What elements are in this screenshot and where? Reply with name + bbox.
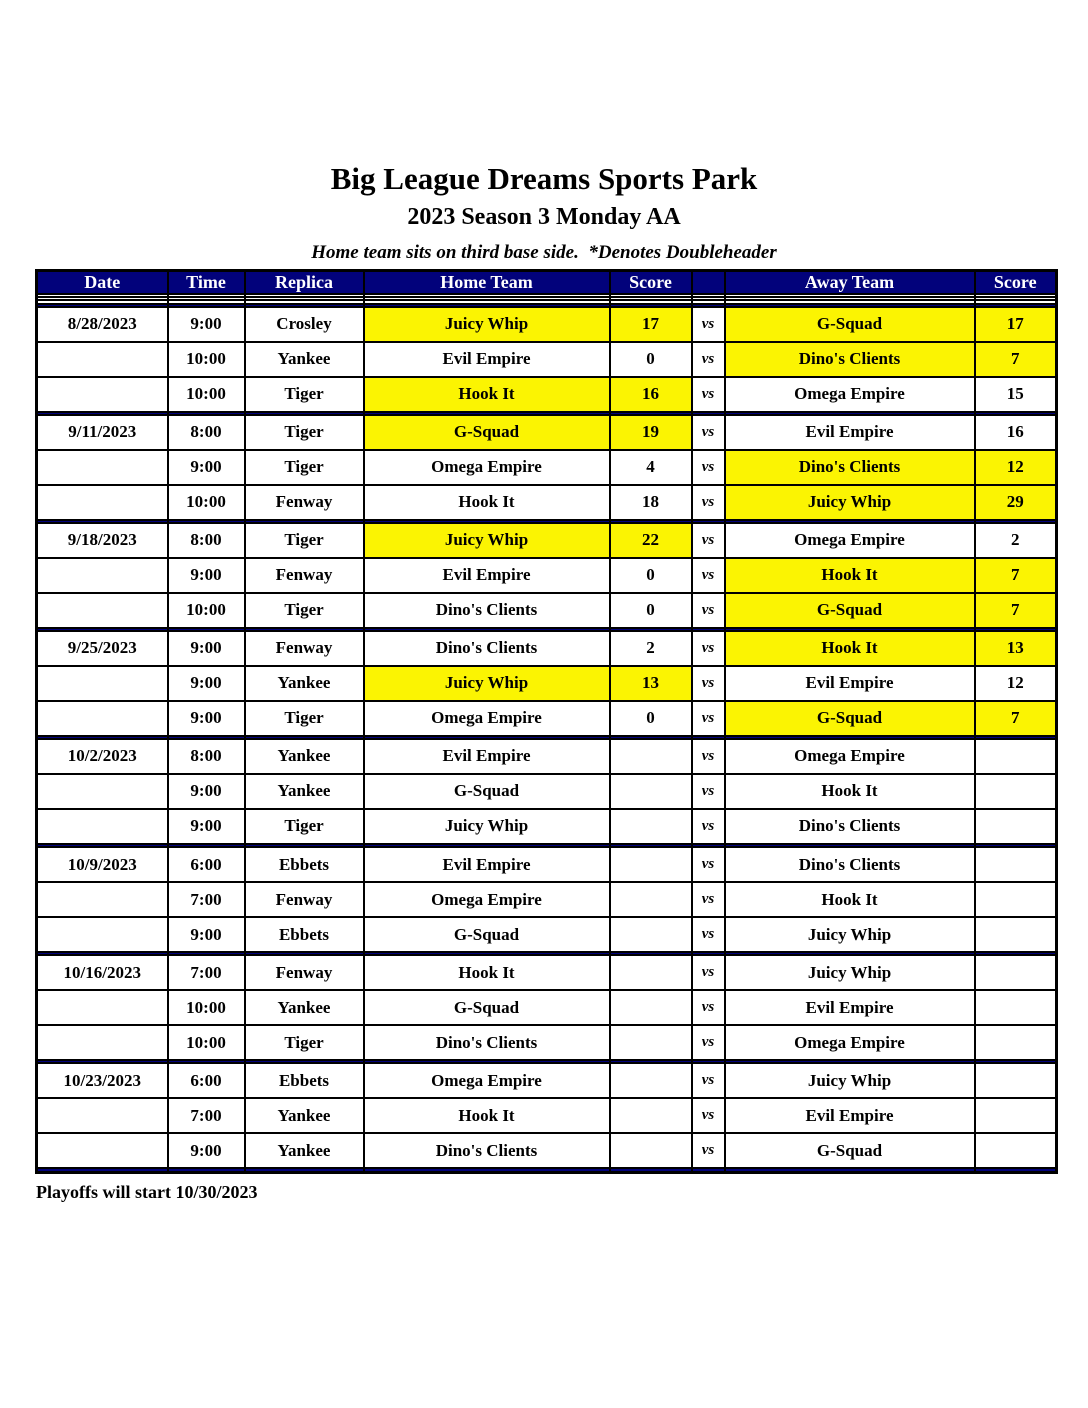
replica-cell: Ebbets (245, 917, 364, 952)
date-cell (37, 917, 168, 952)
time-cell: 9:00 (168, 701, 245, 736)
date-cell (37, 990, 168, 1025)
time-cell: 9:00 (168, 917, 245, 952)
home-score-cell: 18 (610, 485, 692, 520)
away-team-cell: Dino's Clients (725, 342, 975, 377)
vs-cell: vs (692, 485, 725, 520)
date-cell: 10/2/2023 (37, 739, 168, 774)
time-cell: 9:00 (168, 558, 245, 593)
home-score-cell (610, 1025, 692, 1060)
separator-cell (245, 1168, 364, 1172)
away-score-cell (975, 739, 1057, 774)
time-cell: 9:00 (168, 774, 245, 809)
vs-cell: vs (692, 809, 725, 844)
home-score-cell (610, 774, 692, 809)
home-score-cell: 0 (610, 593, 692, 628)
time-cell: 9:00 (168, 307, 245, 342)
home-score-cell: 0 (610, 558, 692, 593)
game-row (37, 739, 1057, 774)
away-score-cell: 7 (975, 593, 1057, 628)
home-score-cell (610, 847, 692, 882)
home-team-note: Home team sits on third base side. *Denotes Doubleheader (311, 242, 777, 263)
replica-cell: Yankee (245, 666, 364, 701)
vs-cell: vs (692, 1098, 725, 1133)
away-team-cell: Omega Empire (725, 377, 975, 412)
replica-cell: Tiger (245, 701, 364, 736)
away-team-cell: Juicy Whip (725, 917, 975, 952)
home-team-cell: Juicy Whip (364, 523, 610, 558)
away-score-cell: 29 (975, 485, 1057, 520)
replica-cell: Tiger (245, 450, 364, 485)
header-row (37, 271, 1057, 295)
away-team-cell: Juicy Whip (725, 1063, 975, 1098)
vs-cell: vs (692, 701, 725, 736)
date-cell (37, 485, 168, 520)
vs-cell: vs (692, 593, 725, 628)
separator-cell (692, 1168, 725, 1172)
away-score-cell: 7 (975, 558, 1057, 593)
date-cell: 9/25/2023 (37, 631, 168, 666)
away-team-cell: Dino's Clients (725, 809, 975, 844)
away-team-cell: G-Squad (725, 701, 975, 736)
time-cell: 8:00 (168, 523, 245, 558)
date-cell (37, 377, 168, 412)
vs-cell: vs (692, 917, 725, 952)
away-score-cell (975, 1133, 1057, 1168)
game-row (37, 1025, 1057, 1060)
game-row (37, 990, 1057, 1025)
home-team-cell: Dino's Clients (364, 1025, 610, 1060)
away-team-cell: Dino's Clients (725, 847, 975, 882)
vs-cell: vs (692, 523, 725, 558)
vs-cell: vs (692, 377, 725, 412)
away-team-cell: Hook It (725, 774, 975, 809)
replica-cell: Fenway (245, 631, 364, 666)
game-row (37, 1098, 1057, 1133)
time-cell: 7:00 (168, 882, 245, 917)
away-team-cell: Omega Empire (725, 1025, 975, 1060)
home-team-cell: Omega Empire (364, 701, 610, 736)
away-team-cell: Juicy Whip (725, 955, 975, 990)
date-cell (37, 1098, 168, 1133)
time-cell: 10:00 (168, 990, 245, 1025)
vs-cell: vs (692, 558, 725, 593)
away-team-cell: Juicy Whip (725, 485, 975, 520)
time-cell: 10:00 (168, 593, 245, 628)
replica-cell: Fenway (245, 485, 364, 520)
separator-cell (168, 1168, 245, 1172)
home-team-cell: Juicy Whip (364, 809, 610, 844)
time-cell: 8:00 (168, 739, 245, 774)
column-header-vs (692, 271, 725, 295)
vs-cell: vs (692, 955, 725, 990)
replica-cell: Yankee (245, 1098, 364, 1133)
vs-cell: vs (692, 342, 725, 377)
time-cell: 10:00 (168, 1025, 245, 1060)
page-subtitle: 2023 Season 3 Monday AA (407, 204, 681, 230)
game-row (37, 955, 1057, 990)
replica-cell: Yankee (245, 990, 364, 1025)
time-cell: 6:00 (168, 1063, 245, 1098)
page-title: Big League Dreams Sports Park (330, 161, 758, 196)
column-header-date: Date (37, 271, 168, 295)
schedule-table-head (37, 271, 1057, 295)
away-team-cell: Dino's Clients (725, 450, 975, 485)
replica-cell: Ebbets (245, 847, 364, 882)
date-cell (37, 882, 168, 917)
home-team-cell: Evil Empire (364, 739, 610, 774)
game-row (37, 307, 1057, 342)
home-team-cell: Hook It (364, 1098, 610, 1133)
game-row (37, 523, 1057, 558)
date-cell: 10/23/2023 (37, 1063, 168, 1098)
home-score-cell (610, 917, 692, 952)
game-row (37, 1133, 1057, 1168)
separator-cell (37, 1168, 168, 1172)
game-row (37, 666, 1057, 701)
date-cell (37, 1133, 168, 1168)
time-cell: 9:00 (168, 666, 245, 701)
away-score-cell: 16 (975, 415, 1057, 450)
home-score-cell: 13 (610, 666, 692, 701)
home-score-cell: 17 (610, 307, 692, 342)
replica-cell: Yankee (245, 1133, 364, 1168)
game-row (37, 631, 1057, 666)
vs-cell: vs (692, 415, 725, 450)
away-score-cell: 13 (975, 631, 1057, 666)
game-row (37, 882, 1057, 917)
home-score-cell (610, 1133, 692, 1168)
away-team-cell: Hook It (725, 558, 975, 593)
away-team-cell: Omega Empire (725, 739, 975, 774)
away-score-cell: 12 (975, 450, 1057, 485)
time-cell: 7:00 (168, 955, 245, 990)
away-team-cell: Evil Empire (725, 990, 975, 1025)
home-score-cell (610, 990, 692, 1025)
game-row (37, 450, 1057, 485)
home-team-cell: G-Squad (364, 917, 610, 952)
column-header-home-team: Home Team (364, 271, 610, 295)
date-cell: 8/28/2023 (37, 307, 168, 342)
home-team-cell: Dino's Clients (364, 631, 610, 666)
game-row (37, 485, 1057, 520)
date-cell (37, 558, 168, 593)
date-cell (37, 593, 168, 628)
home-team-cell: Omega Empire (364, 882, 610, 917)
time-cell: 8:00 (168, 415, 245, 450)
home-score-cell (610, 882, 692, 917)
date-cell (37, 666, 168, 701)
away-score-cell (975, 1025, 1057, 1060)
replica-cell: Fenway (245, 955, 364, 990)
home-team-cell: G-Squad (364, 415, 610, 450)
vs-cell: vs (692, 990, 725, 1025)
home-team-cell: Hook It (364, 485, 610, 520)
separator-cell (725, 1168, 975, 1172)
time-cell: 10:00 (168, 342, 245, 377)
home-team-cell: Dino's Clients (364, 1133, 610, 1168)
replica-cell: Crosley (245, 307, 364, 342)
separator-cell (975, 1168, 1057, 1172)
away-score-cell: 2 (975, 523, 1057, 558)
vs-cell: vs (692, 847, 725, 882)
away-score-cell (975, 774, 1057, 809)
vs-cell: vs (692, 882, 725, 917)
date-cell: 10/16/2023 (37, 955, 168, 990)
home-team-cell: Dino's Clients (364, 593, 610, 628)
separator-cell (610, 1168, 692, 1172)
away-score-cell: 12 (975, 666, 1057, 701)
game-row (37, 342, 1057, 377)
game-row (37, 774, 1057, 809)
game-row (37, 377, 1057, 412)
replica-cell: Tiger (245, 593, 364, 628)
vs-cell: vs (692, 450, 725, 485)
home-team-cell: Evil Empire (364, 342, 610, 377)
game-row (37, 809, 1057, 844)
away-score-cell (975, 1098, 1057, 1133)
home-team-cell: Evil Empire (364, 558, 610, 593)
vs-cell: vs (692, 666, 725, 701)
away-team-cell: G-Squad (725, 593, 975, 628)
home-team-cell: Hook It (364, 377, 610, 412)
schedule-table (35, 269, 1058, 1174)
away-score-cell (975, 990, 1057, 1025)
vs-cell: vs (692, 1133, 725, 1168)
replica-cell: Tiger (245, 415, 364, 450)
away-team-cell: Hook It (725, 631, 975, 666)
home-score-cell: 16 (610, 377, 692, 412)
away-score-cell (975, 917, 1057, 952)
home-team-cell: Omega Empire (364, 1063, 610, 1098)
home-team-cell: Juicy Whip (364, 307, 610, 342)
replica-cell: Yankee (245, 739, 364, 774)
date-cell (37, 342, 168, 377)
time-cell: 10:00 (168, 485, 245, 520)
date-cell: 9/18/2023 (37, 523, 168, 558)
home-team-cell: Evil Empire (364, 847, 610, 882)
date-cell (37, 1025, 168, 1060)
home-team-cell: G-Squad (364, 774, 610, 809)
date-cell (37, 774, 168, 809)
replica-cell: Ebbets (245, 1063, 364, 1098)
replica-cell: Fenway (245, 558, 364, 593)
playoffs-note: Playoffs will start 10/30/2023 (36, 1182, 258, 1202)
home-score-cell (610, 809, 692, 844)
game-row (37, 847, 1057, 882)
vs-cell: vs (692, 1063, 725, 1098)
vs-cell: vs (692, 307, 725, 342)
time-cell: 9:00 (168, 631, 245, 666)
game-row (37, 1063, 1057, 1098)
home-team-cell: Juicy Whip (364, 666, 610, 701)
time-cell: 6:00 (168, 847, 245, 882)
date-cell (37, 450, 168, 485)
replica-cell: Tiger (245, 809, 364, 844)
column-header-time: Time (168, 271, 245, 295)
time-cell: 9:00 (168, 450, 245, 485)
game-row (37, 701, 1057, 736)
home-team-cell: Hook It (364, 955, 610, 990)
home-score-cell: 0 (610, 701, 692, 736)
away-score-cell (975, 882, 1057, 917)
game-row (37, 593, 1057, 628)
time-cell: 9:00 (168, 809, 245, 844)
game-row (37, 558, 1057, 593)
replica-cell: Fenway (245, 882, 364, 917)
away-team-cell: Evil Empire (725, 666, 975, 701)
time-cell: 9:00 (168, 1133, 245, 1168)
replica-cell: Tiger (245, 377, 364, 412)
game-row (37, 917, 1057, 952)
away-team-cell: Omega Empire (725, 523, 975, 558)
separator-row (37, 1168, 1057, 1172)
column-header-home-score: Score (610, 271, 692, 295)
time-cell: 10:00 (168, 377, 245, 412)
date-cell: 9/11/2023 (37, 415, 168, 450)
away-team-cell: G-Squad (725, 307, 975, 342)
away-score-cell (975, 847, 1057, 882)
home-team-cell: G-Squad (364, 990, 610, 1025)
date-cell: 10/9/2023 (37, 847, 168, 882)
home-score-cell (610, 1063, 692, 1098)
home-score-cell: 2 (610, 631, 692, 666)
away-team-cell: Hook It (725, 882, 975, 917)
home-score-cell (610, 739, 692, 774)
away-score-cell (975, 809, 1057, 844)
vs-cell: vs (692, 1025, 725, 1060)
away-score-cell (975, 955, 1057, 990)
away-team-cell: Evil Empire (725, 1098, 975, 1133)
home-score-cell: 22 (610, 523, 692, 558)
away-score-cell: 15 (975, 377, 1057, 412)
date-cell (37, 701, 168, 736)
away-team-cell: Evil Empire (725, 415, 975, 450)
away-score-cell: 7 (975, 701, 1057, 736)
home-score-cell: 4 (610, 450, 692, 485)
home-team-cell: Omega Empire (364, 450, 610, 485)
away-team-cell: G-Squad (725, 1133, 975, 1168)
separator-cell (364, 1168, 610, 1172)
vs-cell: vs (692, 774, 725, 809)
column-header-replica: Replica (245, 271, 364, 295)
replica-cell: Tiger (245, 1025, 364, 1060)
home-score-cell: 19 (610, 415, 692, 450)
replica-cell: Yankee (245, 342, 364, 377)
home-score-cell (610, 955, 692, 990)
away-score-cell: 17 (975, 307, 1057, 342)
game-row (37, 415, 1057, 450)
away-score-cell: 7 (975, 342, 1057, 377)
home-score-cell: 0 (610, 342, 692, 377)
away-score-cell (975, 1063, 1057, 1098)
vs-cell: vs (692, 631, 725, 666)
replica-cell: Yankee (245, 774, 364, 809)
home-score-cell (610, 1098, 692, 1133)
time-cell: 7:00 (168, 1098, 245, 1133)
vs-cell: vs (692, 739, 725, 774)
date-cell (37, 809, 168, 844)
schedule-table-body (37, 294, 1057, 1173)
column-header-away-team: Away Team (725, 271, 975, 295)
replica-cell: Tiger (245, 523, 364, 558)
column-header-away-score: Score (975, 271, 1057, 295)
